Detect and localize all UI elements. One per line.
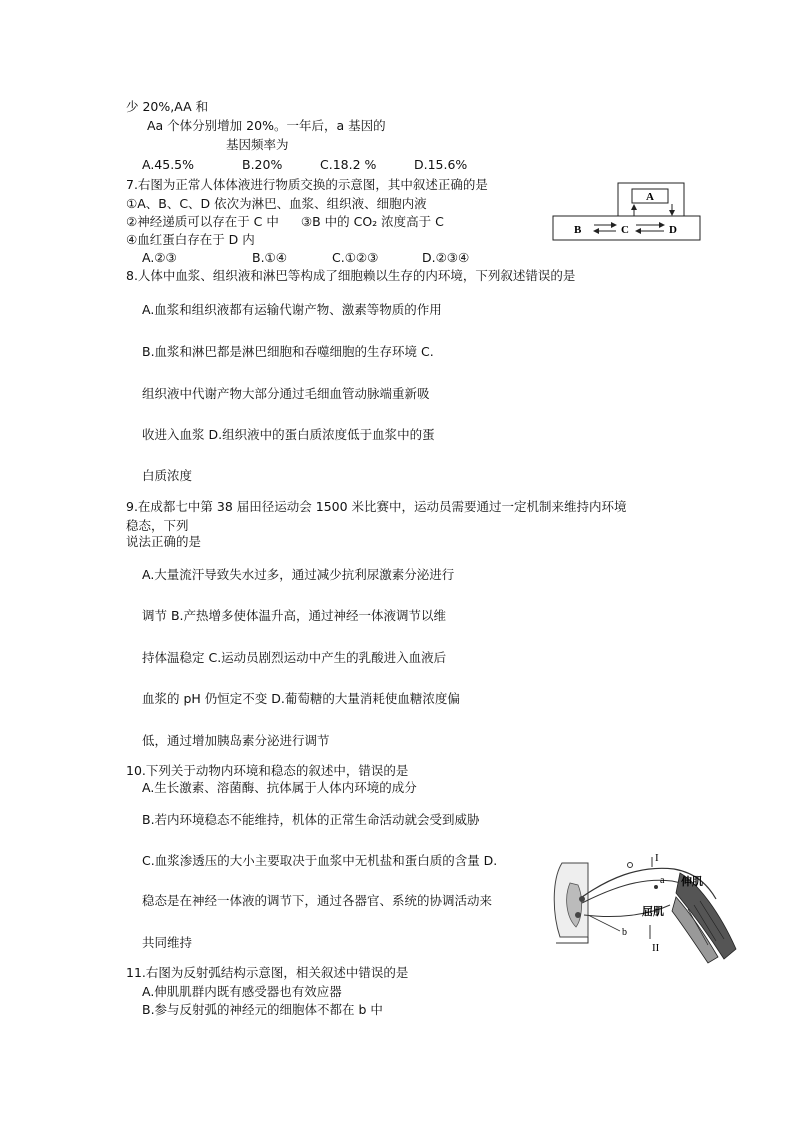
q10-line5: 共同维持 <box>142 935 193 950</box>
q7-stem: 7.右图为正常人体体液进行物质交换的示意图，其中叙述正确的是 <box>126 177 488 192</box>
receptor-point <box>628 863 633 868</box>
q10-line3: C.血浆渗透压的大小主要取决于血浆中无机盐和蛋白质的含量 D. <box>142 853 498 868</box>
reflex-arc-diagram <box>548 853 738 965</box>
label-b: b <box>622 927 627 938</box>
q8-line2: B.血浆和淋巴都是淋巴细胞和吞噬细胞的生存环境 C. <box>142 344 434 359</box>
q7-statement-4: ④血红蛋白存在于 D 内 <box>126 232 255 247</box>
label-flexor: 屈肌 <box>642 905 664 918</box>
q9-line3: 持体温稳定 C.运动员剧烈运动中产生的乳酸进入血液后 <box>142 650 447 665</box>
q10-line1: A.生长激素、溶菌酶、抗体属于人体内环境的成分 <box>142 780 417 795</box>
label-d: D <box>669 224 677 236</box>
q6-line1: 少 20%,AA 和 <box>126 99 209 114</box>
label-i: I <box>655 853 659 864</box>
q7-options <box>142 250 469 266</box>
q6-option-c: C.18.2 % <box>320 157 377 172</box>
q6-option-d: D.15.6% <box>414 157 468 172</box>
neuron-body-2 <box>575 912 581 918</box>
q7-option-d: D.②③④ <box>422 250 470 265</box>
lower-root <box>556 937 588 943</box>
q9-line1: A.大量流汗导致失水过多，通过减少抗利尿激素分泌进行 <box>142 567 455 582</box>
q7-statement-2-3 <box>126 214 444 230</box>
q9-stem-3: 说法正确的是 <box>126 534 202 549</box>
point-a-dot <box>654 885 658 889</box>
q11-stem: 11.右图为反射弧结构示意图，相关叙述中错误的是 <box>126 965 409 980</box>
q6-line3: 基因频率为 <box>226 137 289 152</box>
q8-stem: 8.人体中血浆、组织液和淋巴等构成了细胞赖以生存的内环境，下列叙述错误的是 <box>126 268 576 283</box>
q6-line2: Aa 个体分别增加 20%。一年后，a 基因的 <box>147 118 386 133</box>
q7-option-b: B.①④ <box>252 250 287 265</box>
label-ii: II <box>652 942 660 954</box>
q10-line2: B.若内环境稳态不能维持，机体的正常生命活动就会受到威胁 <box>142 812 480 827</box>
q7-statement-2: ②神经递质可以存在于 C 中 <box>126 214 279 229</box>
q7-option-c: C.①②③ <box>332 250 379 265</box>
q6-option-a: A.45.5% <box>142 157 195 172</box>
neuron-body-1 <box>579 896 585 902</box>
q9-stem-2: 稳态，下列 <box>126 518 189 533</box>
q7-statement-3: ③B 中的 CO₂ 浓度高于 C <box>300 214 444 229</box>
q9-line5: 低，通过增加胰岛素分泌进行调节 <box>142 733 330 748</box>
q8-line5: 白质浓度 <box>142 468 193 483</box>
label-c: C <box>621 224 629 236</box>
q8-line1: A.血浆和组织液都有运输代谢产物、激素等物质的作用 <box>142 302 442 317</box>
q7-option-a: A.②③ <box>142 250 177 265</box>
label-a: A <box>646 191 654 203</box>
q9-stem-1: 9.在成都七中第 38 届田径运动会 1500 米比赛中，运动员需要通过一定机制来维持内环境 <box>126 499 627 514</box>
q11-line2: B.参与反射弧的神经元的细胞体不都在 b 中 <box>142 1002 383 1017</box>
q8-line3: 组织液中代谢产物大部分通过毛细血管动脉端重新吸 <box>142 386 430 401</box>
label-extensor: 伸肌 <box>681 875 703 888</box>
q10-stem: 10.下列关于动物内环境和稳态的叙述中，错误的是 <box>126 763 409 778</box>
q11-line1: A.伸肌肌群内既有感受器也有效应器 <box>142 984 342 999</box>
q6-options <box>142 157 467 173</box>
q6-option-b: B.20% <box>242 157 283 172</box>
q9-line2: 调节 B.产热增多使体温升高，通过神经一体液调节以维 <box>142 608 447 623</box>
q8-line4: 收进入血浆 D.组织液中的蛋白质浓度低于血浆中的蛋 <box>142 427 435 442</box>
label-b: B <box>574 224 582 236</box>
q9-line4: 血浆的 pH 仍恒定不变 D.葡萄糖的大量消耗使血糖浓度偏 <box>142 691 460 706</box>
q10-line4: 稳态是在神经一体液的调节下，通过各器官、系统的协调活动来 <box>142 893 493 908</box>
b-pointer <box>588 915 620 931</box>
body-fluid-exchange-diagram <box>552 182 702 242</box>
q7-statement-1: ①A、B、C、D 依次为淋巴、血浆、组织液、细胞内液 <box>126 196 427 211</box>
label-a: a <box>660 875 665 886</box>
